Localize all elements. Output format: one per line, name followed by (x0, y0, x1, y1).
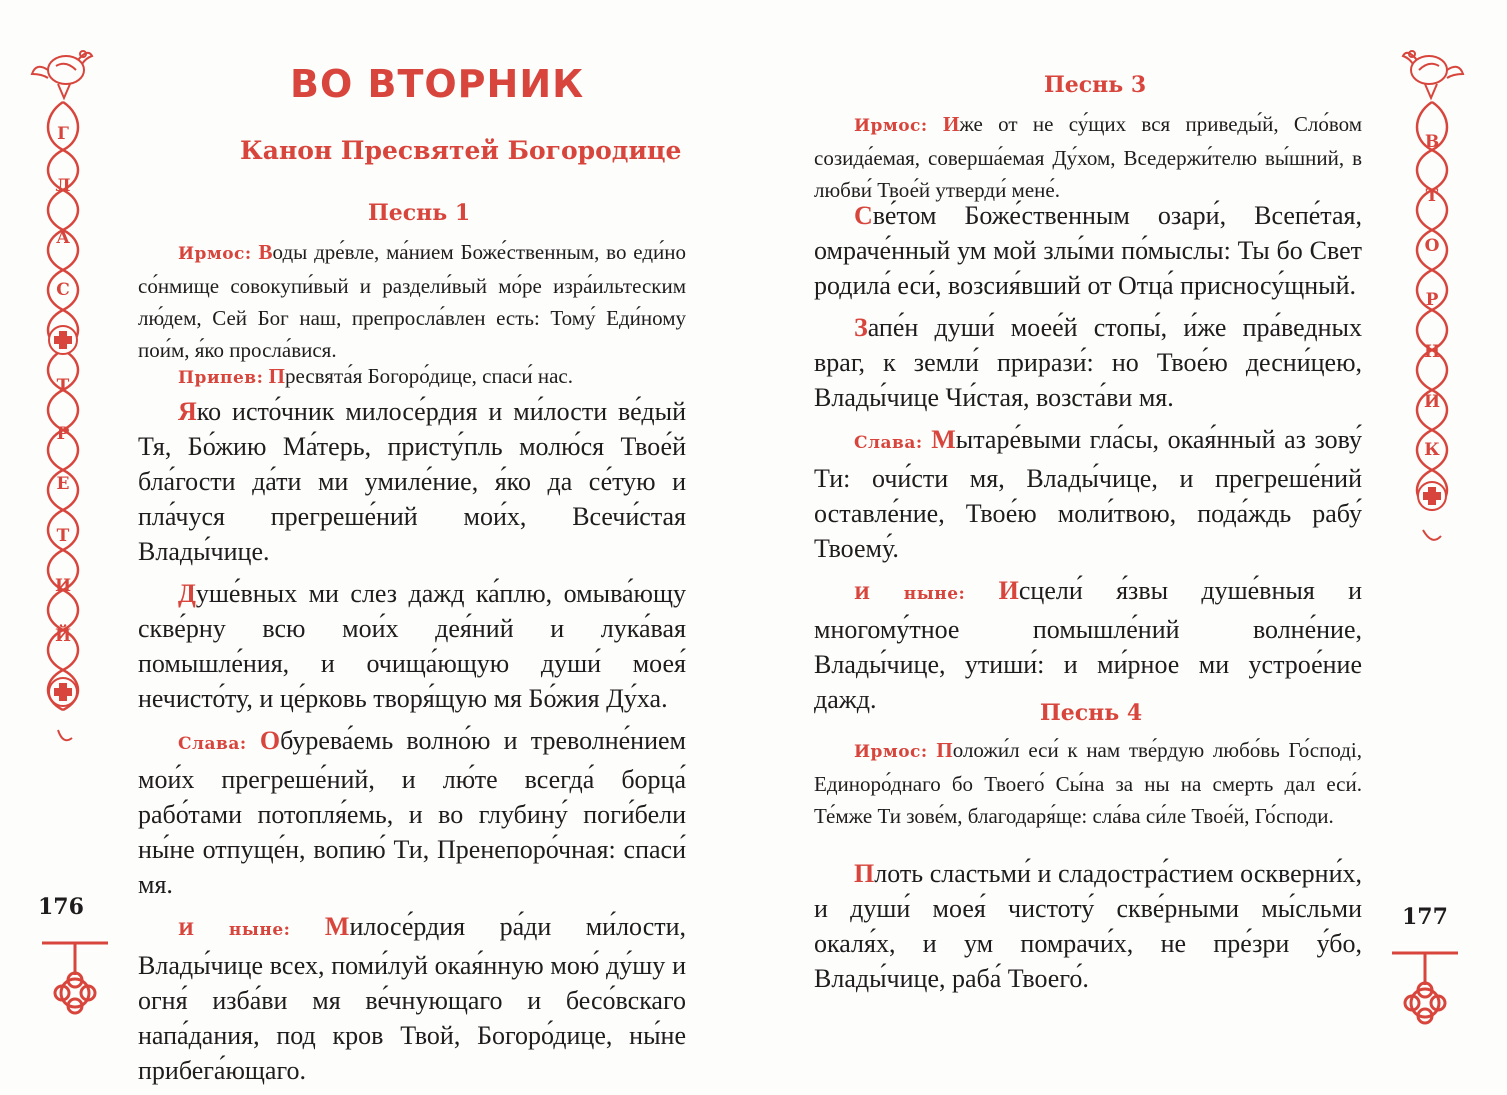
glory-label: Слава: (178, 734, 247, 754)
drop-initial: И (998, 576, 1019, 605)
drop-initial: Я (178, 397, 197, 426)
side-letter: С (56, 280, 70, 300)
page-number: 177 (1402, 904, 1448, 930)
drop-initial: М (324, 912, 350, 941)
right-ornament-column (1397, 40, 1467, 560)
page-title: ВО ВТОРНИК (290, 62, 585, 106)
irmos-text: оды дре́вле, ма́нием Боже́ственным, во еди́но со́нмище совокупи́вый и раздели́вый мо́ре изра́ильтеским лю́дем, Сей Бог наш, препросла́влен есть: Тому́ Еди́ному пои́м, я́ко просла́вися. (138, 240, 687, 362)
refrain-text: ресвята́я Богоро́дице, спаси́ нас. (285, 364, 573, 388)
irmos-paragraph (138, 236, 686, 373)
side-letter: Г (57, 124, 69, 144)
ode-title: Песнь 1 (368, 200, 471, 226)
page-number: 176 (38, 894, 84, 920)
irmos-text: оложи́л еси́ к нам тве́рдую любо́вь Го́сподi, Единоро́днаго бо Твоего́ Сы́на за ны на смерть дал еси́. Те́мже Ти зове́м, благодаря́ще: сла́ва си́ле Твое́й, Го́споди. (814, 738, 1363, 828)
irmos-label: Ирмос: (178, 244, 252, 264)
side-letter: Р (1425, 290, 1439, 310)
drop-initial: С (854, 201, 873, 230)
troparion (138, 394, 686, 569)
side-letter: Л (55, 176, 71, 196)
irmos-label: Ирмос: (854, 116, 928, 136)
troparion (814, 573, 1362, 717)
drop-initial: Д (178, 579, 196, 608)
side-letter: Т (56, 526, 70, 546)
troparion-text: апе́н души́ моее́й стопы́, и́же пра́ведных враг, к земли́ прирази́: но Твое́ю десни́цею, Влады́чице Чи́стая, возста́ви мя. (814, 313, 1362, 412)
irmos-text: же от не су́щих вся приведы́й, Сло́вом созида́емая, соверша́емая Ду́хом, Вседержи́телю вы́шний, в любви́ Твое́й утверди́ мене́. (814, 112, 1363, 202)
ode-title: Песнь 4 (1040, 700, 1143, 726)
troparion-text: илосе́рдия ра́ди ми́лости, Влады́чице всех, поми́луй окая́нную мою́ ду́шу и огня́ изба́ви мя ве́чнующаго и бесо́вскаго напа́дания, под кров Твой, Богоро́дице, ны́не прибега́ющаго. (138, 912, 687, 1085)
drop-initial: П (268, 364, 285, 388)
cross-ornament-icon (1390, 945, 1460, 1035)
bird-ornament-icon (28, 40, 98, 760)
troparion (138, 723, 686, 902)
right-page (762, 0, 1507, 1080)
drop-initial: П (854, 859, 875, 888)
now-label: И ныне: (854, 584, 966, 604)
drop-initial: В (258, 240, 273, 264)
troparion-text: ко исто́чник милосе́рдия и ми́лости ве́дый Тя, Бо́жию Ма́терь, присту́пль молю́ся Твое́й бла́гости да́ти ми умиле́ние, я́ко да се́тую и пла́чуся прегреше́ний мои́х, Всечи́стая Влады́чице. (138, 397, 686, 566)
left-ornament-column (28, 40, 98, 760)
troparion (814, 198, 1362, 303)
cross-ornament-icon (40, 935, 110, 1025)
irmos-paragraph (814, 734, 1362, 839)
side-letter: И (54, 576, 72, 596)
troparion-text: лоть сластьми́ и сладостра́стием оскверни́х, и души́ моея́ чистоту́ скве́рными мы́сльми окаля́х, и ум помрачи́х, не пре́зри у́бо, Влады́чице, раба́ Твоего́. (814, 859, 1362, 993)
troparion-text: сцели́ я́звы душе́вныя и многому́тное помышле́ний волне́ние, Влады́чице, утиши́: и ми́рное ми устрое́ние дажд. (814, 576, 1363, 714)
side-letter: Е (56, 474, 70, 494)
troparion (814, 856, 1362, 996)
side-letter: Й (54, 626, 72, 646)
side-letter: И (1423, 392, 1441, 412)
troparion (814, 310, 1362, 415)
ode-title: Песнь 3 (1044, 72, 1147, 98)
troparia-block (814, 198, 1362, 724)
now-label: И ныне: (178, 920, 291, 940)
troparia-block (814, 856, 1362, 1003)
troparion-text: бурева́емь волно́ю и треволне́нием мои́х прегреше́ний, и лю́те всегда́ борца́ рабо́тами потопля́емь, и во глубину́ поги́бели ны́не отпуще́н, вопию́ Ти, Пренепоро́чная: спаси́ мя. (138, 726, 686, 899)
side-letter: Т (56, 376, 70, 396)
glory-label: Слава: (854, 433, 923, 453)
troparion-text: ве́том Боже́ственным озари́, Всепе́тая, омраче́нный ум мой злы́ми по́мыслы: Ты бо Свет родила́ еси́, возсия́вший от Отца́ присносу́щный. (814, 201, 1362, 300)
side-letter: О (1424, 236, 1440, 256)
side-letter: К (1424, 440, 1440, 460)
side-letter: А (56, 228, 70, 248)
side-letter: В (1424, 132, 1440, 152)
troparion (138, 576, 686, 716)
troparion (814, 422, 1362, 566)
drop-initial: З (854, 313, 868, 342)
troparia-block (138, 394, 686, 1095)
canon-title: Канон Пресвятей Богородице (240, 136, 682, 165)
drop-initial: П (936, 738, 953, 762)
drop-initial: И (942, 112, 960, 136)
refrain-label: Припев: (178, 368, 264, 388)
side-letter: Р (56, 424, 70, 444)
troparion-text: ытаре́выми гла́сы, окая́нный аз зову́ Ти: очи́сти мя, Влады́чице, и прегреше́ний оставле́ние, Твое́ю моли́твою, пода́ждь рабу́ Твоему́. (814, 425, 1363, 563)
troparion-text: уше́вных ми слез дажд ка́плю, омыва́ющу скве́рну всю мои́х дея́ний и лука́вая помышле́ния, и очища́ющую души́ моея́ нечисто́ту, и це́рковь творя́щую мя Бо́жия Ду́ха. (138, 579, 686, 713)
troparion (138, 909, 686, 1088)
drop-initial: О (259, 726, 281, 755)
irmos-label: Ирмос: (854, 742, 928, 762)
drop-initial: М (931, 425, 956, 454)
left-page (0, 0, 745, 1085)
side-letter: Н (1423, 342, 1441, 362)
side-letter: Т (1425, 186, 1439, 206)
